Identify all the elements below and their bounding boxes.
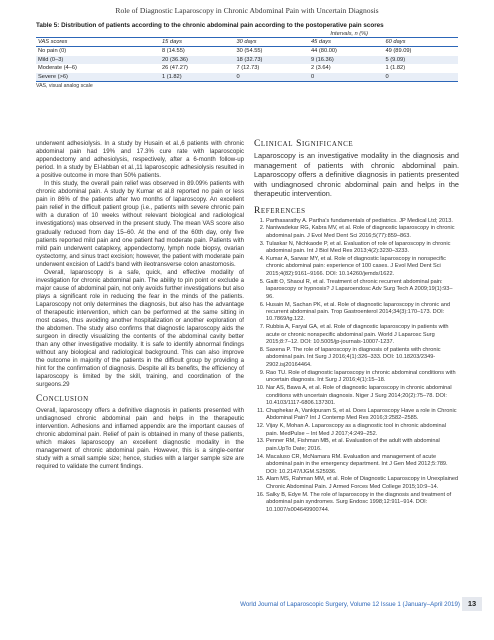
table-row [36, 64, 458, 73]
table-cell: 5 (9.09) [384, 56, 459, 65]
col-header: 45 days [309, 38, 384, 47]
journal-footer: World Journal of Laparoscopic Surgery, Volume 12 Issue 1 (January–April 2019) [240, 601, 460, 608]
reference-item: 11. Chaphekar A, Vankipuram S, et al. Does Laparoscopy Have a role in Chronic Abdominal Pain? Int J Contemp Med Res 2016;3:2582–2585. [266, 408, 459, 423]
table-cell: 1 (1.82) [160, 73, 235, 82]
table-row [36, 56, 458, 65]
table-cell: 44 (80.00) [311, 48, 337, 55]
left-column [36, 140, 244, 471]
clinical-significance-paragraph: Laparoscopy is an investigative modality in the diagnosis and management of patients with chronic abdominal pain. Laparoscopy offers a definitive diagnosis in patients presented with undiagnosed chronic abdominal pain and helps in the therapeutic intervention. [254, 151, 459, 199]
table-cell: Severe (>6) [36, 73, 160, 82]
reference-item: 13. Penner RM, Fishman MB, et al. Evaluation of the adult with abdominal pain.UpTo Date; 2016. [266, 438, 459, 453]
table-cell: 26 (47.27) [162, 65, 188, 72]
table-cell: 20 (36.36) [160, 56, 235, 65]
reference-item: 12. Vijay K, Mohan A. Laparoscopy as a diagnostic tool in chronic abdominal pain. MedPulse – Int Med J 2017;4:249–252. [266, 423, 459, 438]
reference-item: 15. Alam MS, Rahman MM, et al. Role of Diagnostic Laparoscopy in Unexplained Chronic Abdominal Pain. J Armed Forces Med College 2015;10:9–14. [266, 476, 459, 491]
table-header-row [36, 38, 458, 47]
body-paragraph: underwent adhesiolysis. In a study by Husain et al.,6 patients with chronic abdominal pain had 19% and 17.3% cure rate with laparoscopic appendectomy and adhesiolysis, respectively, after a 6-month follow-up period. In a study by El-labban et al.,11 laparoscopic adhesiolysis resulted in a positive outcome in more than 50% patients. [36, 140, 244, 180]
running-head: Role of Diagnostic Laparoscopy in Chronic Abdominal Pain with Uncertain Diagnosis [115, 6, 379, 15]
table-cell: 7 (12.73) [236, 65, 260, 72]
table-cell: Moderate (4–6) [38, 65, 77, 72]
reference-item: 10. Nar AS, Bawa A, et al. Role of diagnostic laparoscopy in chronic abdominal conditions with uncertain diagnosis. Niger J Surg 2014;20(2):75–78. DOI: 10.4103/1117-6806.137301. [266, 385, 459, 407]
intervals-label: Intervals, n (%) [330, 31, 368, 37]
conclusion-heading: Conclusion [36, 394, 89, 405]
table-row [36, 47, 458, 56]
body-paragraph: In this study, the overall pain relief was observed in 89.09% patients with chronic abdominal pain. A study by Kumar et al.8 reported no pain or less pain in 86% of the patients after two months of laparoscopy. An excellent pain relief in the difficult patient group (i.e., patients with severe chronic pain with a duration of 10 weeks without relevant biological and radiological investigations) was observed in the present study. The mean VAS score also gradually reduced from day 15–60. At the end of the 60th day, only five patients reported mild pain and one patient had moderate pain. Patients with mild pain underwent cataplexy, appendectomy, lymph node biopsy, ovarian cystectomy, and sinus tract excision; however, the patient with moderate pain underwent excision of Ladd's band with ileotransverse colon anastomosis. [36, 180, 244, 268]
reference-item: 9. Rao TU. Role of diagnostic laparoscopy in chronic abdominal conditions with uncertain diagnosis. Int Surg J 2016;4(1):15–18. [266, 370, 459, 385]
table-cell: 0 [235, 73, 310, 82]
table-cell: 18 (32.73) [235, 56, 310, 65]
col-header: 30 days [235, 38, 310, 47]
reference-list [254, 218, 459, 515]
reference-item: 8. Saxena P. The role of laparoscopy in diagnosis of patients with chronic abdominal pain. Int Surg J 2016;4(1):326–333. DOI: 10.18203/2349-2902.isj20164464. [266, 347, 459, 369]
table-cell: 0 [309, 73, 384, 82]
table-row [36, 73, 458, 82]
reference-item: 1. Parthasarathy A. Partha's fundamentals of pediatrics. JP Medical Ltd; 2013. [266, 218, 459, 225]
reference-item: 14. Macaluso CR, McNamara RM. Evaluation and management of acute abdominal pain in the emergency department. Int J Gen Med 2012;5:789. DOI: 10.2147/IJGM.S25936. [266, 454, 459, 476]
reference-item: 4. Kumar A, Sarwar MY, et al. Role of diagnostic laparoscopy in nonspecific chronic abdominal pain: experience of 100 cases. J Evol Med Dent Sci 2015;4(82):9161–9166. DOI: 10.14260/jemds/1622. [266, 256, 459, 278]
conclusion-paragraph: Overall, laparoscopy offers a definitive diagnosis in patients presented with undiagnosed chronic abdominal pain and helps in the therapeutic intervention. Adhesions and inflamed appendix are the important causes of chronic abdominal pain. Relief of pain is obtained in many of these patients, which makes laparoscopy an excellent diagnostic modality in the management of chronic abdominal pain. However, this is a single-center study with a small sample size; hence, studies with a larger sample size are required to validate the current findings. [36, 406, 244, 470]
table-cell: 30 (54.55) [236, 48, 263, 55]
col-header: VAS scores [36, 38, 160, 47]
clinical-significance-heading: Clinical Significance [254, 139, 354, 149]
table-block [36, 22, 458, 89]
table-cell: 49 (89.09) [385, 48, 412, 55]
table-caption: Table 5: Distribution of patients according to the chronic abdominal pain according to the postoperative pain scores [36, 22, 384, 29]
table-cell: 0 [384, 73, 459, 82]
table-footnote: VAS, visual analog scale [36, 83, 93, 90]
references-heading: References [254, 205, 306, 216]
table-cell: No pain (0) [38, 48, 67, 55]
table-cell: 8 (14.55) [162, 48, 185, 55]
reference-item: 16. Salky B, Edye M. The role of laparoscopy in the diagnosis and treatment of abdominal pain syndromes. Surg Endosc 1998;12:911–914. DOI: 10.1007/s004649900744. [266, 492, 459, 514]
table-cell: Mild (0–3) [36, 56, 160, 65]
reference-item: 6. Husain M, Sachan PK, et al. Role of diagnostic laparoscopy in chronic and recurrent abdominal pain. Trop Gastroenterol 2014;34(3):170–173. DOI: 10.7869/tg.122. [266, 302, 459, 324]
table-cell: 2 (3.64) [311, 65, 331, 72]
body-paragraph: Overall, laparoscopy is a safe, quick, and effective modality of investigation for chronic abdominal pain. The ability to pin point or exclude a major cause of abdominal pain, not only avoids further investigations but also plays a significant role in reducing the fear in the minds of the patients. Laparoscopy not only determines the diagnosis, but also has the advantage of therapeutic intervention, which can be performed at the same sitting in most cases, thus avoiding another hospitalization or another exploration of the abdomen. The study also confirms that diagnostic laparoscopy aids the surgeon in directly visualizing the contents of the abdominal cavity better than any other investigative modality. It is safe to identify abnormal findings without any biological and radiological background. This can also improve the outcome in majority of the patients in the difficult group by providing a hint for the confirmation of diagnosis. Despite all its benefits, the efficiency of laparoscopy is limited by the skill, training, and coordination of the surgeons.29 [36, 268, 244, 389]
table-cell: 1 (1.82) [385, 65, 406, 72]
right-column [254, 140, 459, 515]
reference-item: 7. Rubbia A, Faryal GA, et al. Role of diagnostic laparoscopy in patients with acute or chronic nonspecific abdominal pain. World J Laparosc Surg 2015;8:7–12. DOI: 10.5005/jp-journals-10007-1237. [266, 324, 459, 346]
page-number: 13 [462, 597, 482, 611]
col-header: 60 days [384, 38, 459, 47]
pain-score-table [36, 37, 458, 82]
reference-item: 5. Gaitt O, Shaoul R, et al. Treatment of chronic recurrent abdominal pain: laparoscopy or hypnosis? J Laparoendosc Adv Surg Tech A 2009;19(1):93–96. [266, 279, 459, 301]
col-header: 15 days [160, 38, 235, 47]
reference-item: 3. Tulaskar N, Nichkaode P, et al. Evaluation of role of laparoscopy in chronic abdominal pain. Int J Biol Med Res 2013;4(2):3230–3233. [266, 241, 459, 256]
table-cell: 9 (16.36) [309, 56, 384, 65]
reference-item: 2. Naniwadekar RG, Kabra MV, et al. Role of diagnostic laparoscopy in chronic abdominal pain. J Evol Med Dent Sci 2016;5(77):859–863. [266, 225, 459, 240]
